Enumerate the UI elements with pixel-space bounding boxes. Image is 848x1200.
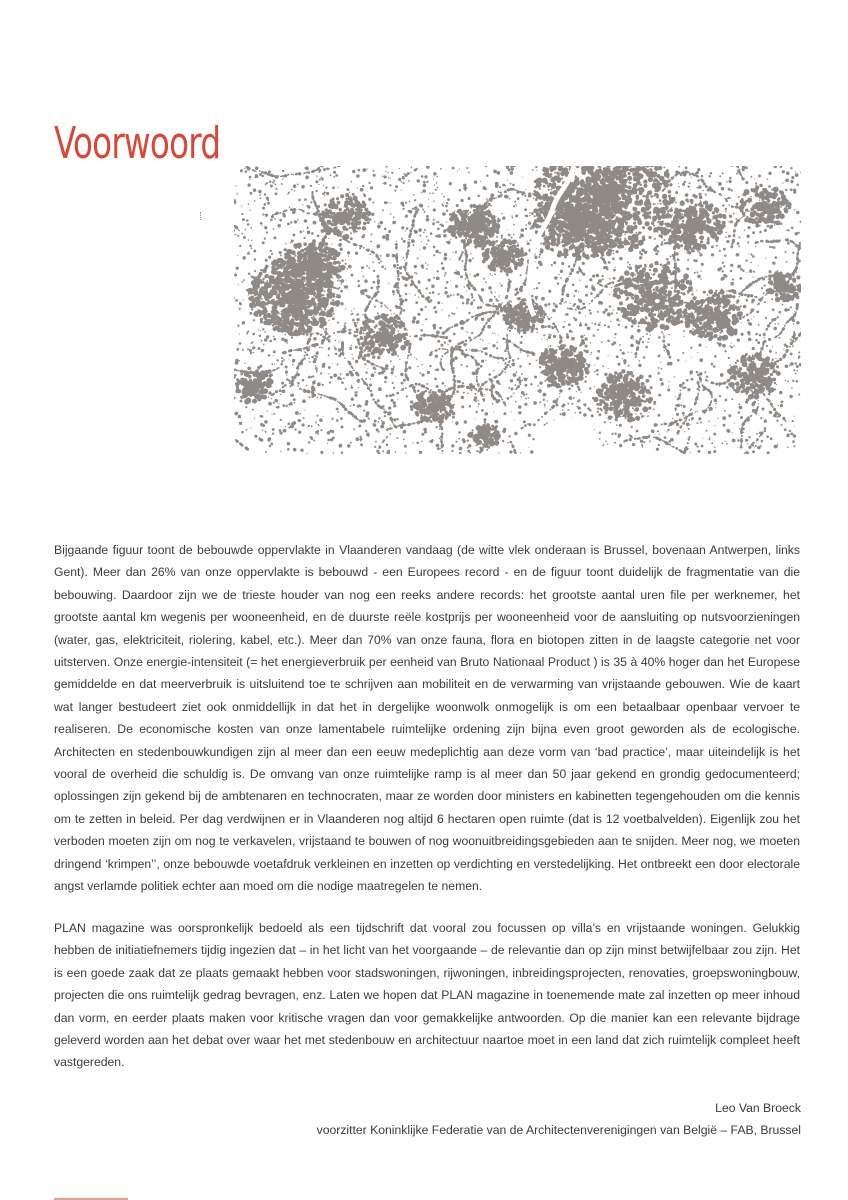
- author-name: Leo Van Broeck: [715, 1101, 801, 1115]
- decorative-speck: [200, 212, 204, 220]
- body-paragraph-1: Bijgaande figuur toont de bebouwde oppervlakte in Vlaanderen vandaag (de witte vlek onderaan is Brussel, bovenaan Antwerpen, links Gent). Meer dan 26% van onze oppervlakte is bebouwd - een Europees record - en de figuur toont duidelijk de fragmentatie van die bebouwing. Daardoor zijn we de trieste houder van nog een reeks andere records: het grootste aantal uren file per werknemer, het grootste aantal km wegenis per wooneenheid, en de duurste reële kostprijs per wooneenheid voor de aansluiting op nutsvoorzieningen (water, gas, elektriciteit, riolering, kabel, etc.). Meer dan 70% van onze fauna, flora en biotopen zitten in de laagste categorie net voor uitsterven. Onze energie-intensiteit (= het energieverbruik per eenheid van Bruto Nationaal Product ) is 35 à 40% hoger dan het Europese gemiddelde en dat meerverbruik is uitsluitend toe te schrijven aan mobiliteit en de verwarming van vrijstaande gebouwen. Wie de kaart wat langer bestudeert ziet ook onmiddellijk in dat het in dergelijke woonwolk onmogelijk is om een betaalbaar openbaar vervoer te realiseren. De economische kosten van onze lamentabele ruimtelijke ordening zijn bijna even groot geworden als de ecologische. Architecten en stedenbouwkundigen zijn al meer dan een eeuw medeplichtig aan deze vorm van ‘bad practice’, maar uiteindelijk is het vooral de overheid die schuldig is. De omvang van onze ruimtelijke ramp is al meer dan 50 jaar gekend en grondig gedocumenteerd; oplossingen zijn gekend bij de ambtenaren en technocraten, maar ze worden door ministers en kabinetten tegengehouden om die kennis om te zetten in beleid. Per dag verdwijnen er in Vlaanderen nog altijd 6 hectaren open ruimte (dat is 12 voetbalvelden). Eigenlijk zou het verboden moeten zijn om nog te verkavelen, vrijstaand te bouwen of nog woonuitbreidingsgebieden aan te snijden. Meer nog, we moeten dringend ‘krimpen’’, onze bebouwde voetafdruk verkleinen en inzetten op verdichting en verstedelijking. Het ontbreekt een door electorale angst verlamde politiek echter aan moed om die nodige maatregelen te nemen.: [54, 543, 800, 894]
- built-area-map: [234, 166, 801, 454]
- body-paragraph-2: PLAN magazine was oorspronkelijk bedoeld als een tijdschrift dat vooral zou focussen op villa’s en vrijstaande woningen. Gelukkig hebben de initiatiefnemers tijdig ingezien dat – in het licht van het voorgaande – de relevantie dan op zijn minst betwijfelbaar zou zijn. Het is een goede zaak dat ze plaats gemaakt hebben voor stadswoningen, rijwoningen, inbreidingsprojecten, renovaties, groepswoningbouw, projecten die ons ruimtelijk gedrag bevragen, enz. Laten we hopen dat PLAN magazine in toenemende mate zal inzetten op meer inhoud dan vorm, en eerder plaats maken voor kritische vragen dan voor gemakkelijke antwoorden. Op die manier kan een relevante bijdrage geleverd worden aan het debat over waar het met stedenbouw en architectuur naartoe moet in een land dat zich ruimtelijk compleet heeft vastgereden.: [54, 921, 800, 1070]
- page-title: Voorwoord: [54, 118, 221, 169]
- built-area-map-figure: [234, 166, 801, 454]
- signature-block: [317, 1097, 801, 1142]
- author-role: voorzitter Koninklijke Federatie van de Architectenverenigingen van België – FAB, Brussel: [316, 1123, 801, 1138]
